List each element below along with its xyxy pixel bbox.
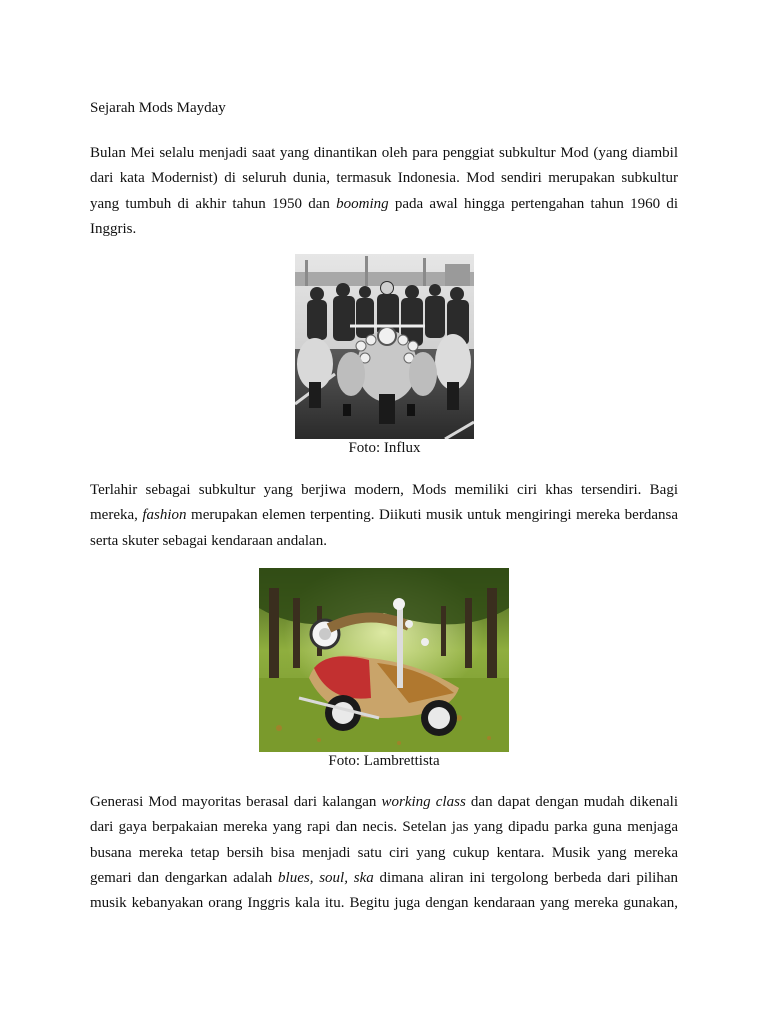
paragraph-2-line-2 [90,503,678,528]
text-run: yang tumbuh di akhir tahun 1950 dan [90,195,337,212]
lambretta-scooter-photo-image [259,568,509,752]
italic-term-working-class: working class [381,794,466,810]
text-run: Generasi Mod mayoritas berasal dari kalangan [90,794,382,810]
italic-term-fashion: fashion [142,507,187,524]
mods-scooter-photo [295,254,474,439]
paragraph-3 [90,790,678,916]
paragraph-1-line-4: Inggris. [90,220,137,237]
paragraph-3-line-3: busana mereka tetap bersih bisa menjadi satu ciri yang cukup kentara. Musik yang mereka [90,844,678,861]
photo-caption-influx: Foto: Influx [348,440,421,456]
lambretta-scooter-photo [259,568,509,752]
paragraph-1-line-1: Bulan Mei selalu menjadi saat yang dinantikan oleh para penggiat subkultur Mod (yang diambil [90,145,678,161]
paragraph-2-line-3: serta skuter sebagai kendaraan andalan. [90,532,327,549]
paragraph-2-line-1: Terlahir sebagai subkultur yang berjiwa modern, Mods memiliki ciri khas tersendiri. Bagi [90,482,678,498]
paragraph-3-line-4 [90,866,678,891]
text-run: mereka, [90,507,143,524]
paragraph-3-line-2: dari gaya berpakaian mereka yang rapi dan necis. Setelan jas yang dipadu parka guna menjaga [90,819,678,836]
paragraph-3-line-1 [90,790,678,815]
text-run: pada awal hingga pertengahan tahun 1960 di [388,195,678,212]
paragraph-3-line-5: musik kebanyakan orang Inggris kala itu. Begitu juga dengan kendaraan yang mereka gunakan, [90,895,678,912]
paragraph-2 [90,478,678,554]
paragraph-1 [90,141,678,242]
italic-term-booming: booming [336,195,389,212]
mods-scooter-photo-image [295,254,474,439]
document-title: Sejarah Mods Mayday [90,100,226,116]
paragraph-1-line-2: dari kata Modernist) di seluruh dunia, termasuk Indonesia. Mod sendiri merupakan subkultur [90,170,678,187]
text-run: merupakan elemen terpenting. Diikuti musik untuk mengiringi mereka berdansa [186,507,678,524]
text-run: gemari dan dengarkan adalah [90,869,279,886]
italic-term-music-genres: blues, soul, ska [278,869,374,886]
text-run: dimana aliran ini tergolong berbeda dari pilihan [373,869,678,886]
paragraph-1-line-3 [90,192,678,217]
text-run: dan dapat dengan mudah dikenali [465,794,678,810]
photo-caption-lambrettista: Foto: Lambrettista [328,753,440,769]
